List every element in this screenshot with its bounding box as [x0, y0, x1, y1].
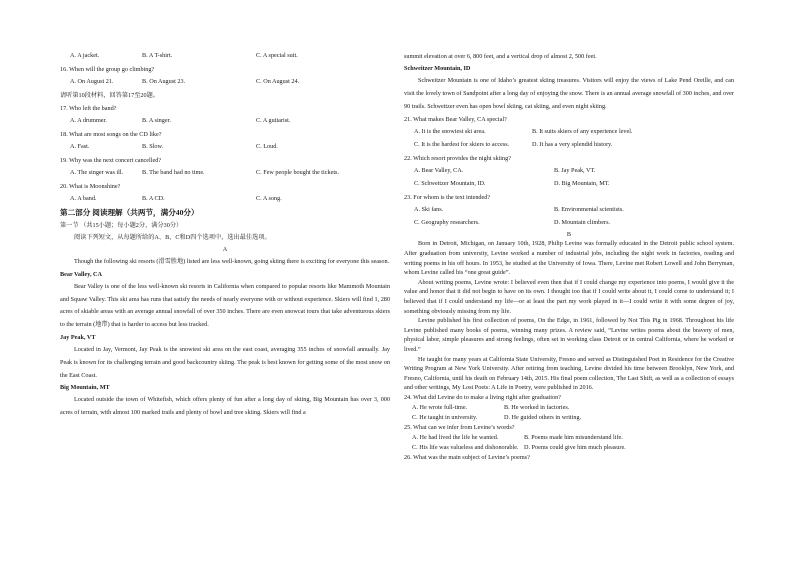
option-d: D. Poems could give him much pleasure.: [524, 443, 626, 451]
option-b: B. Environmental scientists.: [554, 206, 624, 214]
option-a: A. It is the snowiest ski area.: [414, 128, 486, 136]
big-mountain-title: Big Mountain, MT: [60, 384, 110, 392]
option-c: C. Geography researchers.: [414, 219, 480, 227]
option-c: C. A special suit.: [256, 52, 298, 59]
question-25: 25. What can we infer from Levine’s words?: [404, 423, 515, 431]
q25-options-ab: [404, 433, 734, 443]
option-a: A. A band.: [70, 195, 97, 202]
option-a: A. The singer was ill.: [70, 169, 124, 176]
option-c: C. On August 24.: [256, 78, 300, 85]
option-d: D. Big Mountain, MT.: [554, 180, 610, 188]
option-a: A. A jacket.: [70, 52, 100, 59]
option-b: B. He worked in factories.: [504, 403, 570, 411]
q20-options: [60, 193, 390, 206]
q19-options: [60, 167, 390, 180]
q16-options: [60, 76, 390, 89]
passage-a-intro: Though the following ski resorts (滑雪胜地) listed are less well-known, going skiing there is exciting for everyone this season.: [74, 258, 390, 265]
q21-options-cd: [404, 139, 734, 152]
option-d: D. He guided others in writing.: [504, 413, 582, 421]
q15-options: [60, 50, 390, 63]
section-1-title: 第一节 （共15小题；每小题2分，满分30分）: [60, 222, 183, 229]
option-a: A. A drummer.: [70, 117, 107, 124]
passage-b-paragraph-2: About writing poems, Levine wrote: I believed even then that if I could change my experience into poems, I would give it the value and honor that it did not begin to have on its own. I thought too that if I could write about it, I could come to understand it; I believed that if I could understand my life—or at least the part my work played in it—I could write it with some degree of joy, something obviously missing from my life.: [404, 278, 734, 315]
q21-options-ab: [404, 126, 734, 139]
option-c: C. His life was valueless and dishonorable.: [412, 443, 519, 451]
part-2-title: 第二部分 阅读理解（共两节，满分40分）: [60, 208, 199, 217]
question-22: 22. Which resort provides the night skiing?: [404, 155, 511, 163]
q23-options-cd: [404, 217, 734, 230]
option-b: B. It suits skiers of any experience level.: [532, 128, 633, 136]
option-c: C. It is the hardest for skiers to access.: [414, 141, 510, 149]
q18-options: [60, 141, 390, 154]
option-c: C. A song.: [256, 195, 282, 202]
option-b: B. A CD.: [142, 195, 165, 202]
q24-options-ab: [404, 403, 734, 413]
jay-peak-text: Located in Jay, Vermont, Jay Peak is the snowiest ski area on the east coast, averaging 355 inches of snowfall annually. Jay Peak is known for its challenging terrain and good backcountry skiing. The peak is best known for getting some of the most snow on the East Coast.: [60, 345, 390, 379]
q17-options: [60, 115, 390, 128]
option-b: B. Slow.: [142, 143, 164, 150]
jay-peak-title: Jay Peak, VT: [60, 333, 96, 341]
bear-valley-title: Bear Valley, CA: [60, 270, 102, 278]
big-mountain-text: Located outside the town of Whitefish, which offers plenty of fun after a long day of skiing, Big Mountain has over 3, 000 acres of terrain, with almost 100 marked trails and plenty of bowl and tree skiing. Skiers will find a: [60, 396, 390, 417]
option-c: C. A guitarist.: [256, 117, 291, 124]
option-a: A. Bear Valley, CA.: [414, 167, 464, 175]
passage-b-paragraph-3: Levine published his first collection of poems, On the Edge, in 1961, followed by Not This Pig in 1968. Throughout his life Levine published many books of poems, winning many prizes. A review said, “Levine writes poems about the bravery of men, physical labor, simple pleasures and strong feelings, often set in working class Detroit or in central California, where he worked or lived.”: [404, 317, 734, 353]
option-b: B. On August 23.: [142, 78, 186, 85]
question-18: 18. What are most songs on the CD like?: [60, 131, 162, 138]
question-21: 21. What makes Bear Valley, CA special?: [404, 116, 507, 124]
right-column: [404, 50, 734, 463]
q24-options-cd: [404, 413, 734, 423]
option-b: B. Poems made him misunderstand life.: [524, 433, 623, 441]
passage-b-paragraph-1: Born in Detroit, Michigan, on January 10th, 1928, Philip Levine was formally educated in the Detroit public school system. After graduation from university, Levine worked a number of industrial jobs, including the night work in factories, reading and writing poems in his off hours. In 1953, he studied at the University of Iowa. There, Levine met Robert Lowell and John Berryman, whom Levine called his “one great guide”.: [404, 240, 734, 277]
question-24: 24. What did Levine do to make a living right after graduation?: [404, 393, 561, 401]
q22-options-cd: [404, 178, 734, 191]
option-c: C. He taught in university.: [412, 413, 478, 421]
question-20: 20. What is Moonshine?: [60, 183, 121, 190]
option-b: B. Jay Peak, VT.: [554, 167, 596, 175]
q25-options-cd: [404, 443, 734, 453]
schweitzer-title: Schweitzer Mountain, ID: [404, 65, 471, 72]
schweitzer-text: Schweitzer Mountain is one of Idaho’s greatest skiing treasures. Visitors will enjoy the views of Lake Pend Oreille, and can visit the lovely town of Sandpoint after a long day of enjoying the snow. There is an annual average snowfall of 300 inches, and over 90 trails. Schweitzer even has open bowl skiing, cat skiing, and even night skiing.: [404, 77, 734, 110]
option-c: C. Few people bought the tickets.: [256, 169, 340, 176]
passage-b-paragraph-4: He taught for many years at California State University, Fresno and served as Distinguished Poet in Residence for the Creative Writing Program at New York University. After retiring from teaching, Levine divided his time between Brooklyn, New York, and Fresno, California, until his death on February 14th, 2015. His final poem collection, The Last Shift, as well as a collection of essays and other writings, My Lost Poets: A Life in Poetry, were published in 2016.: [404, 355, 734, 392]
option-a: A. He wrote full-time.: [412, 403, 468, 411]
question-17: 17. Who left the band?: [60, 105, 117, 112]
option-b: B. A singer.: [142, 117, 171, 124]
option-a: A. Fast.: [70, 143, 90, 150]
option-b: B. The band had no time.: [142, 169, 205, 176]
option-a: A. On August 21.: [70, 78, 114, 85]
question-16: 16. When will the group go climbing?: [60, 66, 155, 73]
option-d: D. Mountain climbers.: [554, 219, 611, 227]
left-column: [60, 50, 390, 420]
passage-continuation: summit elevation at over 6, 800 feet, and a vertical drop of almost 2, 500 feet.: [404, 53, 597, 60]
question-23: 23. For whom is the text intended?: [404, 194, 491, 202]
option-a: A. He had lived the life he wanted.: [412, 433, 499, 441]
listening-note: 请听第10段材料，回答第17至20题。: [60, 92, 159, 99]
question-26: 26. What was the main subject of Levine’s poems?: [404, 453, 530, 461]
question-19: 19. Why was the next concert cancelled?: [60, 157, 162, 164]
option-c: C. Schweitzer Mountain, ID.: [414, 180, 486, 188]
q22-options-ab: [404, 165, 734, 178]
option-d: D. It has a very splendid history.: [532, 141, 613, 149]
passage-a-label: A: [222, 246, 228, 253]
option-c: C. Loud.: [256, 143, 278, 150]
q23-options-ab: [404, 204, 734, 217]
passage-b-label: B: [566, 231, 572, 239]
option-b: B. A T-shirt.: [142, 52, 173, 59]
option-a: A. Ski fans.: [414, 206, 444, 214]
bear-valley-text: Bear Valley is one of the less well-known ski resorts in California when compared to popular resorts like Mammoth Mountain and Squaw Valley. This ski area has runs that satisfy the needs of nearly everyone with or without experience. Skiers will find 1, 280 acres of skiable areas with an average annual snowfall of over 350 inches. There are even snowcat tours that take adventurous skiers to the terrain (地带) that is harder to access but less tracked.: [60, 282, 390, 329]
instruction: 阅读下列短文，从每题所给的A、B、C和D四个选项中，选出最佳选项。: [74, 234, 271, 241]
